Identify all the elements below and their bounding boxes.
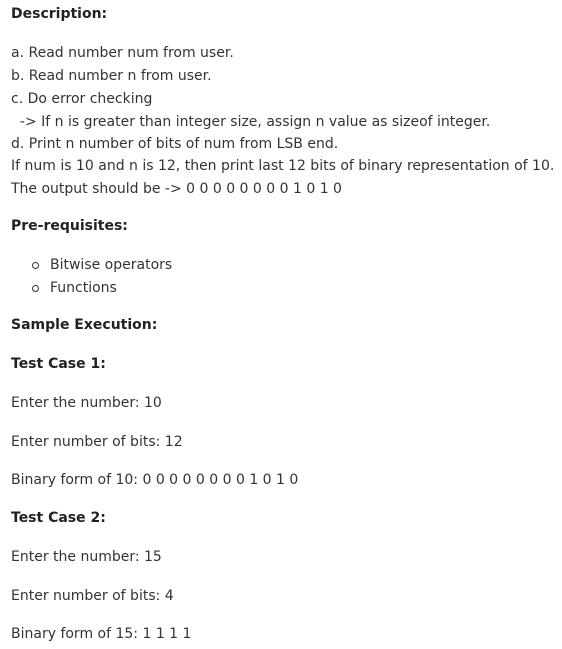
test-case-1-output: Binary form of 10: 0 0 0 0 0 0 0 0 1 0 1 0: [11, 472, 299, 488]
test-case-2-heading: Test Case 2:: [11, 510, 106, 526]
description-heading: Description:: [11, 6, 108, 22]
test-case-2-output: Binary form of 15: 1 1 1 1: [11, 626, 192, 642]
prerequisite-label: Functions: [50, 280, 117, 296]
test-case-1-heading: Test Case 1:: [11, 356, 106, 372]
bullet-icon: [32, 285, 39, 292]
sample-execution-heading: Sample Execution:: [11, 317, 158, 333]
prerequisites-heading: Pre-requisites:: [11, 218, 128, 234]
prerequisites-list: [30, 254, 172, 300]
test-case-2-input-number: Enter the number: 15: [11, 549, 162, 565]
description-output-line: The output should be -> 0 0 0 0 0 0 0 0 1 0 1 0: [11, 181, 342, 197]
description-line-b: b. Read number n from user.: [11, 68, 212, 84]
description-line-a: a. Read number num from user.: [11, 45, 234, 61]
bullet-icon: [32, 262, 39, 269]
description-example-line: If num is 10 and n is 12, then print last 12 bits of binary representation of 10.: [11, 158, 555, 174]
list-item: [30, 254, 172, 277]
test-case-1-input-number: Enter the number: 10: [11, 395, 162, 411]
description-line-c: c. Do error checking: [11, 91, 153, 107]
test-case-2-input-bits: Enter number of bits: 4: [11, 588, 174, 604]
test-case-1-input-bits: Enter number of bits: 12: [11, 434, 183, 450]
list-item: [30, 277, 172, 300]
description-line-d: d. Print n number of bits of num from LSB end.: [11, 136, 339, 152]
prerequisite-label: Bitwise operators: [50, 257, 173, 273]
description-line-c-sub: -> If n is greater than integer size, assign n value as sizeof integer.: [11, 114, 491, 130]
